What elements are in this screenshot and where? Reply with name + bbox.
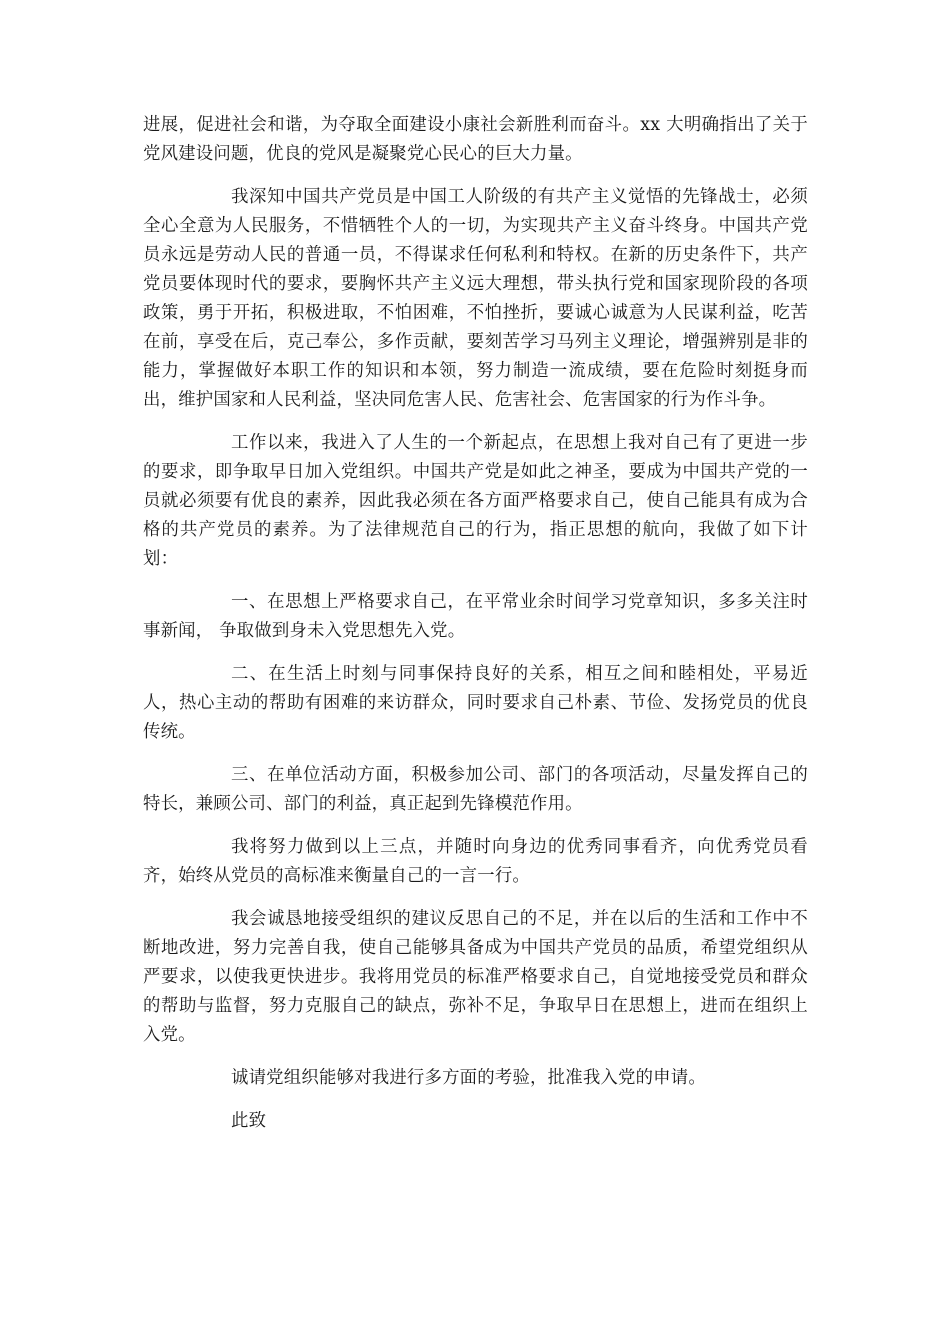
paragraph-8: 我会诚恳地接受组织的建议反思自己的不足，并在以后的生活和工作中不断地改进，努力完善自我，使自己能够具备成为中国共产党员的品质，希望党组织从严要求，以使我更快进步。我将用党员的标准严格要求自己，自觉地接受党员和群众的帮助与监督，努力克服自己的缺点，弥补不足，争取早日在思想上，进而在组织上入党。 (143, 909, 808, 1045)
paragraph-3: 工作以来，我进入了人生的一个新起点，在思想上我对自己有了更进一步的要求，即争取早日加入党组织。中国共产党是如此之神圣，要成为中国共产党的一员就必须要有优良的素养，因此我必须在各方面严格要求自己，使自己能具有成为合格的共产党员的素养。为了法律规范自己的行为，指正思想的航向，我做了如下计划： (143, 433, 808, 569)
paragraph-5: 二、在生活上时刻与同事保持良好的关系，相互之间和睦相处，平易近人，热心主动的帮助有困难的来访群众，同时要求自己朴素、节俭、发扬党员的优良传统。 (143, 664, 808, 742)
paragraph-4: 一、在思想上严格要求自己，在平常业余时间学习党章知识，多多关注时事新闻， 争取做到身未入党思想先入党。 (143, 592, 808, 641)
paragraph-1: 进展，促进社会和谐，为夺取全面建设小康社会新胜利而奋斗。xx 大明确指出了关于党风建设问题，优良的党风是凝聚党心民心的巨大力量。 (143, 115, 808, 164)
paragraph-9: 诚请党组织能够对我进行多方面的考验，批准我入党的申请。 (231, 1068, 706, 1088)
paragraph-7: 我将努力做到以上三点，并随时向身边的优秀同事看齐，向优秀党员看齐，始终从党员的高标准来衡量自己的一言一行。 (143, 837, 808, 886)
paragraph-6: 三、在单位活动方面，积极参加公司、部门的各项活动，尽量发挥自己的特长，兼顾公司、部门的利益，真正起到先锋模范作用。 (143, 765, 808, 814)
closing-salutation: 此致 (231, 1111, 267, 1131)
paragraph-2: 我深知中国共产党员是中国工人阶级的有共产主义觉悟的先锋战士，必须全心全意为人民服务，不惜牺牲个人的一切，为实现共产主义奋斗终身。中国共产党员永远是劳动人民的普通一员，不得谋求任何私利和特权。在新的历史条件下，共产党员要体现时代的要求，要胸怀共产主义远大理想，带头执行党和国家现阶段的各项政策，勇于开拓，积极进取，不怕困难，不怕挫折，要诚心诚意为人民谋利益，吃苦在前，享受在后，克己奉公，多作贡献，要刻苦学习马列主义理论，增强辨别是非的能力，掌握做好本职工作的知识和本领，努力制造一流成绩，要在危险时刻挺身而出，维护国家和人民利益，坚决同危害人民、危害社会、危害国家的行为作斗争。 (143, 187, 808, 410)
